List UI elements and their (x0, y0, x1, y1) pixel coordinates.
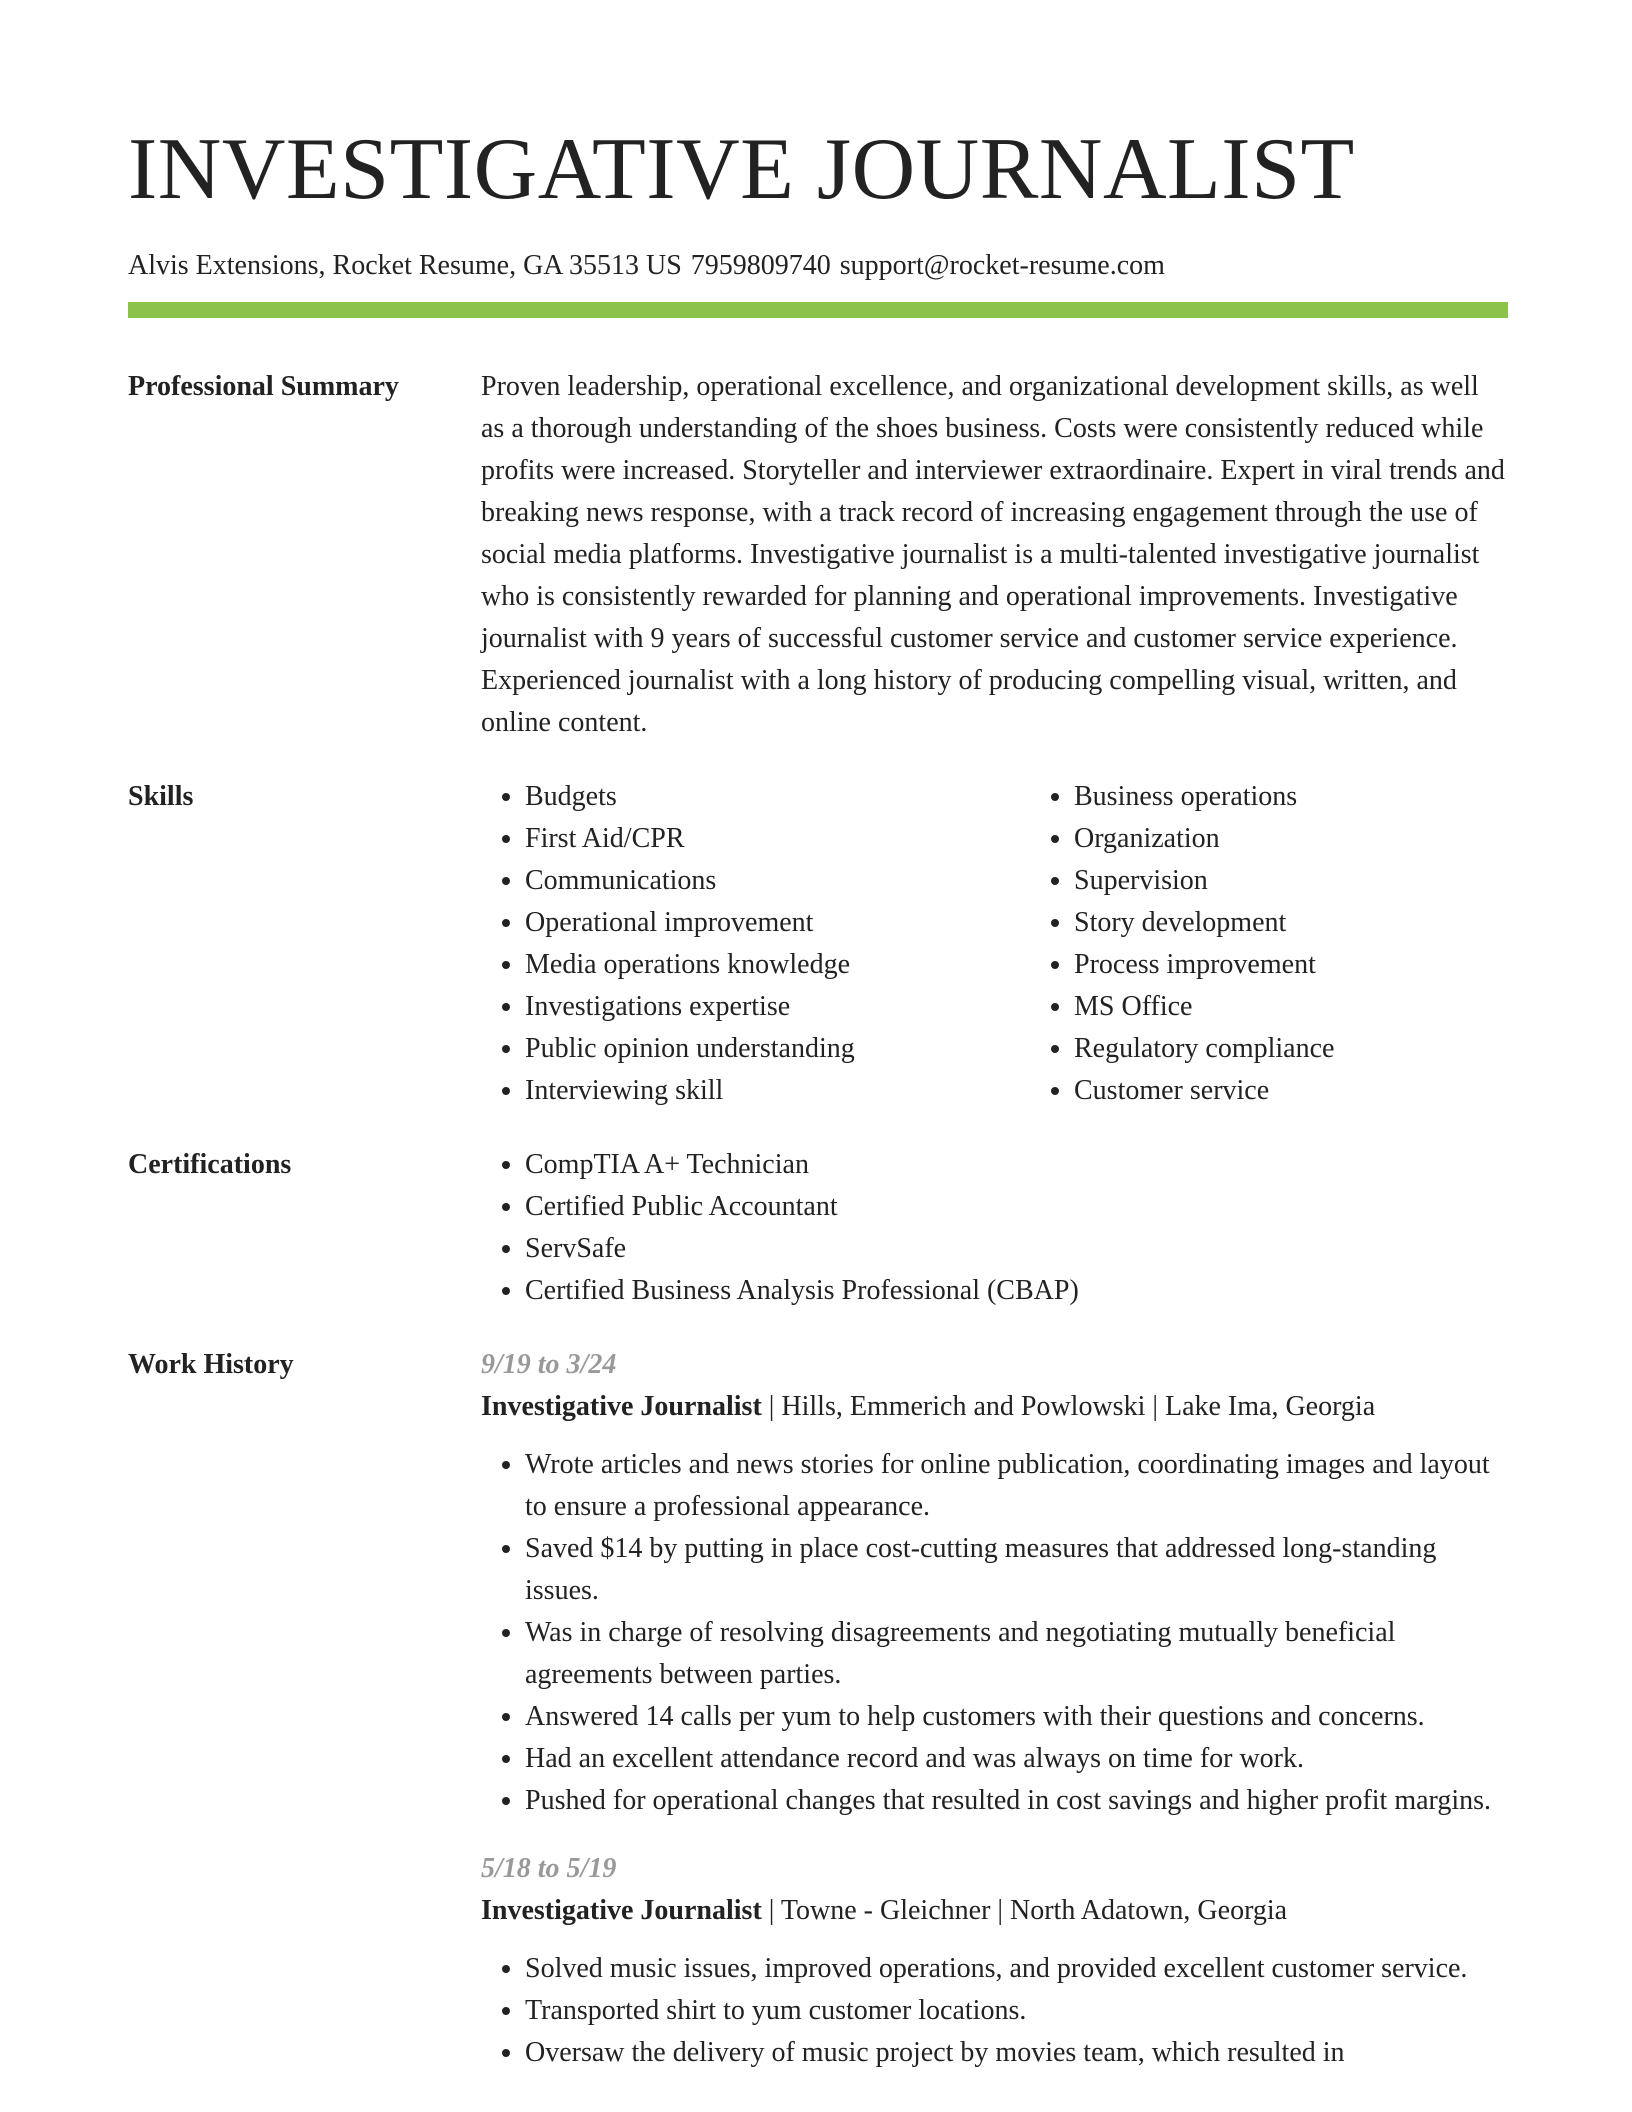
skills-heading: Skills (128, 781, 194, 812)
skill-item: • Organization (1074, 818, 1579, 860)
certification-item: • CompTIA A+ Technician (525, 1144, 1508, 1186)
phone: 7959809740 (690, 250, 831, 281)
skill-item: • Customer service (1074, 1070, 1579, 1112)
job-entry (481, 1344, 1508, 1822)
duty-item: • Saved $14 by putting in place cost-cutting measures that addressed long-standing issues. (525, 1528, 1508, 1612)
accent-divider (128, 302, 1508, 318)
summary-heading: Professional Summary (128, 371, 399, 402)
certifications-section (128, 1144, 1508, 1312)
skill-item: • Business operations (1074, 776, 1579, 818)
skill-item: • Operational improvement (525, 902, 1030, 944)
job-employer: | Hills, Emmerich and Powlowski | Lake Ima, Georgia (761, 1391, 1376, 1422)
skill-item: • Public opinion understanding (525, 1028, 1030, 1070)
duty-item: • Solved music issues, improved operations, and provided excellent customer service. (525, 1948, 1508, 1990)
skill-item: • First Aid/CPR (525, 818, 1030, 860)
certifications-list (481, 1144, 1508, 1312)
skills-section (128, 776, 1508, 1112)
job-title-line (481, 1386, 1508, 1428)
job-entry (481, 1848, 1508, 2074)
certification-item: • ServSafe (525, 1228, 1508, 1270)
job-dates: 9/19 to 3/24 (481, 1349, 617, 1380)
skills-list-left (481, 776, 1030, 1112)
job-dates: 5/18 to 5/19 (481, 1853, 617, 1884)
job-title-line (481, 1890, 1508, 1932)
duty-item: • Transported shirt to yum customer locations. (525, 1990, 1508, 2032)
resume-title: INVESTIGATIVE JOURNALIST (128, 121, 1355, 218)
skill-item: • Process improvement (1074, 944, 1579, 986)
job-duties (481, 1444, 1508, 1822)
address: Alvis Extensions, Rocket Resume, GA 35513 US (128, 250, 682, 281)
skill-item: • Investigations expertise (525, 986, 1030, 1028)
duty-item: • Oversaw the delivery of music project by movies team, which resulted in (525, 2032, 1508, 2074)
contact-line (128, 248, 1508, 284)
email: support@rocket-resume.com (839, 250, 1165, 281)
certifications-heading: Certifications (128, 1149, 292, 1180)
skill-item: • Budgets (525, 776, 1030, 818)
job-title: Investigative Journalist (481, 1895, 762, 1926)
skill-item: • MS Office (1074, 986, 1579, 1028)
duty-item: • Was in charge of resolving disagreements and negotiating mutually beneficial agreements between parties. (525, 1612, 1508, 1696)
duty-item: • Wrote articles and news stories for online publication, coordinating images and layout to ensure a professional appearance. (525, 1444, 1508, 1528)
work-history-heading: Work History (128, 1349, 294, 1380)
duty-item: • Pushed for operational changes that resulted in cost savings and higher profit margins. (525, 1780, 1508, 1822)
skill-item: • Supervision (1074, 860, 1579, 902)
summary-section (128, 366, 1508, 744)
duty-item: • Answered 14 calls per yum to help customers with their questions and concerns. (525, 1696, 1508, 1738)
resume-page (128, 120, 1508, 2074)
skill-item: • Media operations knowledge (525, 944, 1030, 986)
certification-item: • Certified Public Accountant (525, 1186, 1508, 1228)
summary-text: Proven leadership, operational excellence, and organizational development skills, as well as a thorough understanding of the shoes business. Costs were consistently reduced while profits were increased. Storyteller and interviewer extraordinaire. Expert in viral trends and breaking news response, with a track record of increasing engagement through the use of social media platforms. Investigative journalist is a multi-talented investigative journalist who is consistently rewarded for planning and operational improvements. Investigative journalist with 9 years of successful customer service and customer service experience. Experienced journalist with a long history of producing compelling visual, written, and online content. (481, 371, 1505, 738)
skill-item: • Story development (1074, 902, 1579, 944)
skills-list-right (1030, 776, 1579, 1112)
job-duties (481, 1948, 1508, 2074)
job-employer: | Towne - Gleichner | North Adatown, Georgia (761, 1895, 1288, 1926)
duty-item: • Had an excellent attendance record and was always on time for work. (525, 1738, 1508, 1780)
skill-item: • Interviewing skill (525, 1070, 1030, 1112)
skill-item: • Regulatory compliance (1074, 1028, 1579, 1070)
certification-item: • Certified Business Analysis Professional (CBAP) (525, 1270, 1508, 1312)
skill-item: • Communications (525, 860, 1030, 902)
work-history-section (128, 1344, 1508, 2074)
job-title: Investigative Journalist (481, 1391, 762, 1422)
